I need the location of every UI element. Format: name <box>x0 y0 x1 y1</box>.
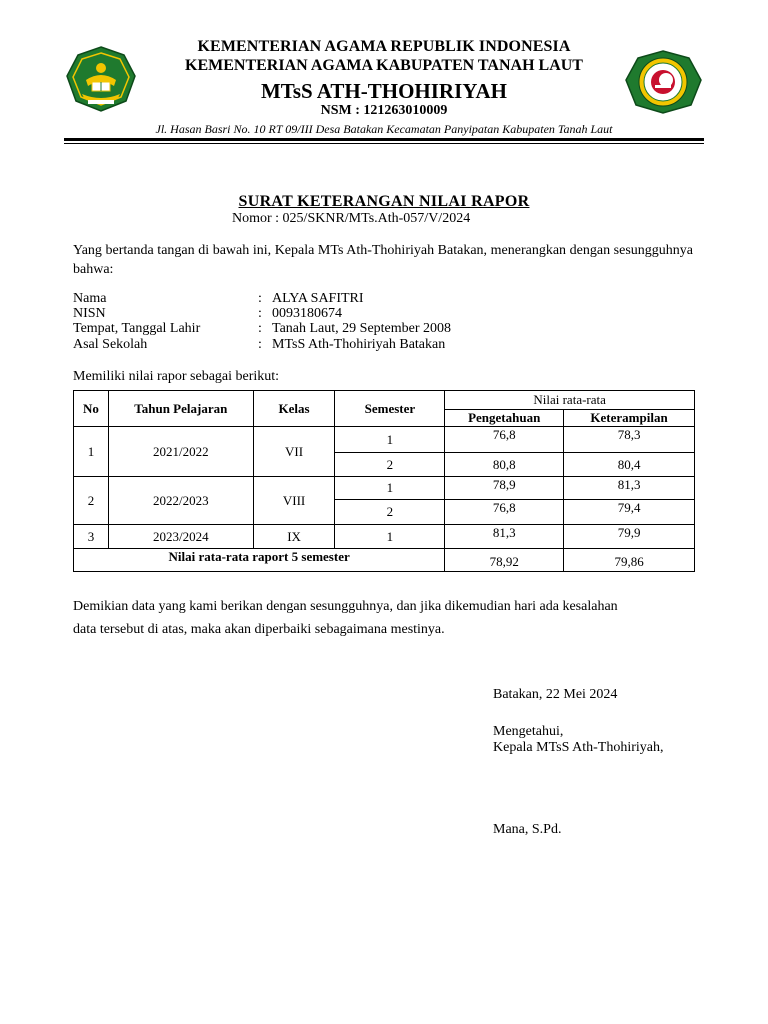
identity-value: Tanah Laut, 29 September 2008 <box>272 321 452 336</box>
header-no: No <box>74 391 109 427</box>
average-pengetahuan: 78,92 <box>445 549 564 572</box>
cell-keterampilan: 80,4 <box>564 453 695 477</box>
identity-colon: : <box>258 306 262 321</box>
closing-line-2: data tersebut di atas, maka akan diperbaiki sebagaimana mestinya. <box>73 622 445 637</box>
header-nsm: NSM : 121263010009 <box>320 103 448 118</box>
table-row <box>74 427 695 453</box>
cell-semester: 2 <box>335 453 445 477</box>
identity-value: 0093180674 <box>272 306 342 321</box>
cell-kelas: VII <box>253 427 335 477</box>
cell-semester: 1 <box>335 477 445 500</box>
grades-table <box>73 390 695 572</box>
identity-label: Nama <box>73 291 107 306</box>
header-semester: Semester <box>335 391 445 427</box>
cell-no: 1 <box>74 427 109 477</box>
signature-name: Mana, S.Pd. <box>493 822 562 837</box>
cell-tahun: 2021/2022 <box>108 427 253 477</box>
average-keterampilan: 79,86 <box>564 549 695 572</box>
cell-semester: 1 <box>335 427 445 453</box>
table-row <box>74 477 695 500</box>
cell-semester: 2 <box>335 500 445 525</box>
header-tahun: Tahun Pelajaran <box>108 391 253 427</box>
identity-colon: : <box>258 337 262 352</box>
cell-no: 3 <box>74 525 109 549</box>
letterhead-rule-thick <box>64 138 704 141</box>
cell-pengetahuan: 78,9 <box>445 477 564 500</box>
intro-paragraph: Yang bertanda tangan di bawah ini, Kepala MTs Ath-Thohiriyah Batakan, menerangkan dengan sesungguhnya bahwa: <box>73 243 693 277</box>
header-keterampilan: Keterampilan <box>564 410 695 427</box>
cell-keterampilan: 78,3 <box>564 427 695 453</box>
identity-value: MTsS Ath-Thohiriyah Batakan <box>272 337 446 352</box>
header-kelas: Kelas <box>253 391 335 427</box>
cell-tahun: 2022/2023 <box>108 477 253 525</box>
header-regional-office: KEMENTERIAN AGAMA KABUPATEN TANAH LAUT <box>185 57 583 74</box>
cell-keterampilan: 81,3 <box>564 477 695 500</box>
cell-pengetahuan: 76,8 <box>445 427 564 453</box>
header-nilai: Nilai rata-rata <box>445 391 695 410</box>
identity-label: NISN <box>73 306 106 321</box>
signature-place-date: Batakan, 22 Mei 2024 <box>493 687 618 702</box>
header-pengetahuan: Pengetahuan <box>445 410 564 427</box>
cell-pengetahuan: 81,3 <box>445 525 564 549</box>
average-label: Nilai rata-rata raport 5 semester <box>74 549 445 572</box>
header-ministry: KEMENTERIAN AGAMA REPUBLIK INDONESIA <box>197 38 571 55</box>
header-address: Jl. Hasan Basri No. 10 RT 09/III Desa Batakan Kecamatan Panyipatan Kabupaten Tanah Laut <box>155 122 613 136</box>
cell-pengetahuan: 76,8 <box>445 500 564 525</box>
table-average-row <box>74 549 695 572</box>
identity-label: Tempat, Tanggal Lahir <box>73 321 201 336</box>
cell-semester: 1 <box>335 525 445 549</box>
cell-kelas: VIII <box>253 477 335 525</box>
identity-label: Asal Sekolah <box>73 337 148 352</box>
cell-keterampilan: 79,9 <box>564 525 695 549</box>
table-header-row <box>74 391 695 410</box>
cell-keterampilan: 79,4 <box>564 500 695 525</box>
letterhead-rule-thin <box>64 143 704 144</box>
closing-line-1: Demikian data yang kami berikan dengan sesungguhnya, dan jika dikemudian hari ada kesalahan <box>73 599 618 614</box>
document-title: SURAT KETERANGAN NILAI RAPOR <box>238 193 530 210</box>
identity-value: ALYA SAFITRI <box>272 291 364 306</box>
header-school-name: MTsS ATH-THOHIRIYAH <box>260 79 508 103</box>
cell-kelas: IX <box>253 525 335 549</box>
table-lead-text: Memiliki nilai rapor sebagai berikut: <box>73 369 280 384</box>
signature-position: Kepala MTsS Ath-Thohiriyah, <box>493 740 664 755</box>
cell-pengetahuan: 80,8 <box>445 453 564 477</box>
cell-no: 2 <box>74 477 109 525</box>
signature-mengetahui: Mengetahui, <box>493 724 564 739</box>
identity-colon: : <box>258 291 262 306</box>
cell-tahun: 2023/2024 <box>108 525 253 549</box>
table-row <box>74 525 695 549</box>
identity-colon: : <box>258 321 262 336</box>
document-number: Nomor : 025/SKNR/MTs.Ath-057/V/2024 <box>232 211 471 226</box>
